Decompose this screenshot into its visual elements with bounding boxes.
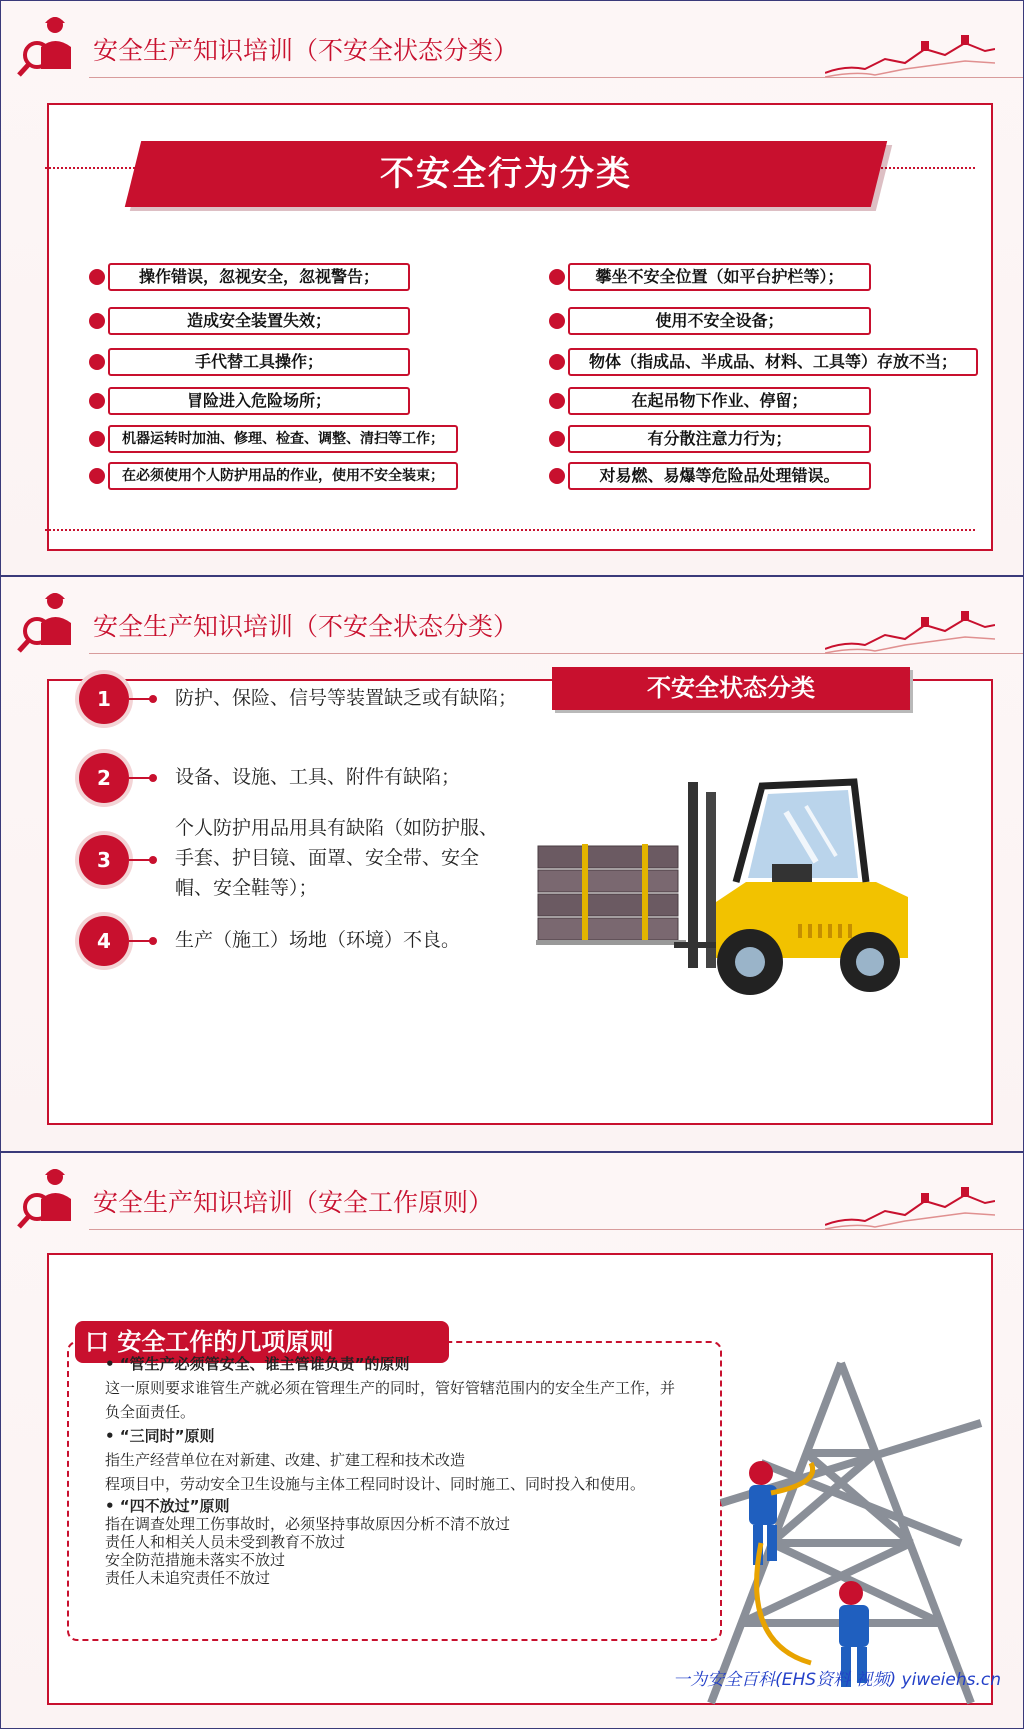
bullet-dot [549,354,565,370]
slide-safety-principles [0,1152,1024,1729]
list-item: 手代替工具操作； [108,348,410,376]
list-item: 在必须使用个人防护用品的作业，使用不安全装束； [108,462,458,490]
list-item: 攀坐不安全位置（如平台护栏等）； [568,263,871,291]
step-number: 1 [79,674,129,724]
list-item: 冒险进入危险场所； [108,387,410,415]
step-number: 4 [79,916,129,966]
list-item: 使用不安全设备； [568,307,871,335]
great-wall-icon [825,35,995,81]
bullet-dot [89,354,105,370]
bullet-dot [549,431,565,447]
principle-text: 程项目中，劳动安全卫生设施与主体工程同时设计、同时施工、同时投入和使用。 [105,1475,646,1493]
connector-dot [149,774,157,782]
bullet-dot [549,269,565,285]
state-category-box: 不安全状态分类 [552,667,910,710]
great-wall-icon [825,611,995,657]
principle-text: 安全防范措施未落实不放过 [105,1551,286,1569]
state-item: 生产（施工）场地（环境）不良。 [175,929,461,951]
state-item-line: 手套、护目镜、面罩、安全带、安全 [175,847,480,869]
slide-unsafe-state [0,576,1024,1152]
principle-text: 这一原则要求谁管生产就必须在管理生产的同时，管好管辖范围内的安全生产工作，并 [105,1379,676,1397]
bullet-dot [549,393,565,409]
principle-text: 指在调查处理工伤事故时，必须坚持事故原因分析不清不放过 [105,1515,511,1533]
state-item-line: 个人防护用品用具有缺陷（如防护服、 [175,817,499,839]
principle-heading: • “三同时”原则 [105,1427,215,1445]
connector-dot [149,695,157,703]
tower-climbers-icon [701,1343,1001,1713]
principle-text: 责任人和相关人员未受到教育不放过 [105,1533,346,1551]
principle-text: 责任人未追究责任不放过 [105,1569,271,1587]
principle-heading: • “管生产必须管安全、谁主管谁负责”的原则 [105,1355,410,1373]
step-number: 2 [79,753,129,803]
bullet-dot [89,393,105,409]
bullet-dot [89,431,105,447]
list-item: 物体（指成品、半成品、材料、工具等）存放不当； [568,348,978,376]
safety-worker-magnifier-icon [15,587,85,657]
safety-worker-magnifier-icon [15,1163,85,1233]
page-title: 安全生产知识培训（不安全状态分类） [93,36,519,65]
connector-dot [149,937,157,945]
great-wall-icon [825,1187,995,1233]
dotted-divider-bottom [45,529,975,531]
bullet-dot [549,313,565,329]
safety-worker-magnifier-icon [15,11,85,81]
state-item: 防护、保险、信号等装置缺乏或有缺陷； [175,687,518,709]
bullet-dot [89,468,105,484]
slide-unsafe-behavior [0,0,1024,576]
page-title: 安全生产知识培训（安全工作原则） [93,1188,494,1217]
bullet-dot [549,468,565,484]
section-heading: 口 安全工作的几项原则 [75,1321,449,1363]
principle-heading: • “四不放过”原则 [105,1497,230,1515]
list-item: 有分散注意力行为； [568,425,871,453]
step-number: 3 [79,835,129,885]
state-item-line: 帽、安全鞋等）； [175,877,318,899]
bullet-dot [89,313,105,329]
list-item: 造成安全装置失效； [108,307,410,335]
list-item: 机器运转时加油、修理、检查、调整、清扫等工作； [108,425,458,453]
principle-text: 负全面责任。 [105,1403,196,1421]
state-item: 设备、设施、工具、附件有缺陷； [175,766,461,788]
banner-title: 不安全行为分类 [380,154,632,194]
watermark-text: 一为安全百科(EHS资料 视频) yiweiehs.cn [673,1670,1001,1690]
list-item: 对易燃、易爆等危险品处理错误。 [568,462,871,490]
forklift-icon [536,772,946,1002]
list-item: 在起吊物下作业、停留； [568,387,871,415]
list-item: 操作错误，忽视安全，忽视警告； [108,263,410,291]
bullet-dot [89,269,105,285]
page-title: 安全生产知识培训（不安全状态分类） [93,612,519,641]
principle-text: 指生产经营单位在对新建、改建、扩建工程和技术改造 [105,1451,466,1469]
connector-dot [149,856,157,864]
